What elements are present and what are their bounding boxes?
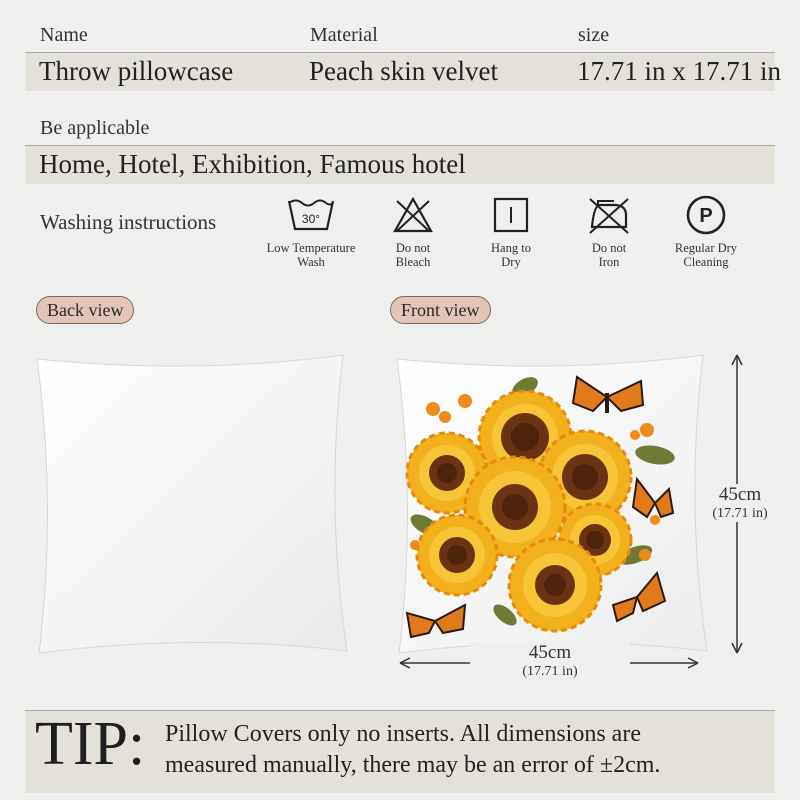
wash-temp: 30° bbox=[301, 212, 321, 226]
no-iron-icon bbox=[586, 195, 632, 235]
wash-item-no-bleach bbox=[358, 195, 468, 269]
material-value: Peach skin velvet bbox=[309, 56, 498, 86]
wash-item-dry-clean bbox=[651, 195, 761, 269]
spec-values-bar bbox=[25, 52, 782, 91]
width-in: (17.71 in) bbox=[522, 664, 578, 679]
washing-label: Washing instructions bbox=[40, 210, 217, 234]
size-value: 17.71 in x 17.71 in bbox=[577, 56, 782, 86]
iron-caption-1: Do not bbox=[591, 241, 627, 255]
applicable-label: Be applicable bbox=[40, 117, 150, 139]
wash-item-no-iron bbox=[554, 195, 664, 269]
tip-line-2: measured manually, there may be an error of ±2cm. bbox=[165, 752, 661, 778]
material-label: Material bbox=[310, 24, 378, 46]
clean-caption-1: Regular Dry bbox=[674, 241, 738, 255]
name-value: Throw pillowcase bbox=[39, 56, 234, 86]
wash-caption-2: Wash bbox=[297, 255, 325, 269]
tip-bar bbox=[25, 710, 775, 793]
front-view-label: Front view bbox=[390, 296, 491, 324]
height-dimension bbox=[700, 484, 780, 522]
height-in: (17.71 in) bbox=[712, 506, 768, 521]
width-cm: 45cm bbox=[528, 642, 572, 663]
size-label: size bbox=[578, 24, 610, 46]
wash-caption-1: Low Temperature bbox=[266, 241, 356, 255]
dry-clean-icon bbox=[684, 195, 728, 235]
applicable-value: Home, Hotel, Exhibition, Famous hotel bbox=[39, 149, 466, 179]
clean-caption-2: Cleaning bbox=[683, 255, 729, 269]
height-cm: 45cm bbox=[718, 484, 762, 505]
bleach-caption-1: Do not bbox=[395, 241, 431, 255]
no-bleach-icon bbox=[391, 195, 435, 235]
name-label: Name bbox=[40, 24, 88, 46]
dry-caption-2: Dry bbox=[501, 255, 521, 269]
wash-item-hang-dry bbox=[456, 195, 566, 269]
iron-caption-2: Iron bbox=[598, 255, 620, 269]
width-dimension bbox=[470, 642, 630, 680]
applicable-bar bbox=[25, 145, 775, 184]
wash-30-icon bbox=[286, 195, 336, 235]
dry-clean-letter: P bbox=[699, 205, 713, 227]
tip-title: TIP: bbox=[35, 710, 146, 778]
dry-caption-1: Hang to bbox=[491, 241, 531, 255]
wash-item-low-temp bbox=[256, 195, 366, 269]
tip-line-1: Pillow Covers only no inserts. All dimensions are bbox=[165, 721, 641, 747]
bleach-caption-2: Bleach bbox=[395, 255, 431, 269]
back-view-label: Back view bbox=[36, 296, 134, 324]
hang-dry-icon bbox=[491, 195, 531, 235]
back-view-pillow bbox=[25, 345, 365, 665]
